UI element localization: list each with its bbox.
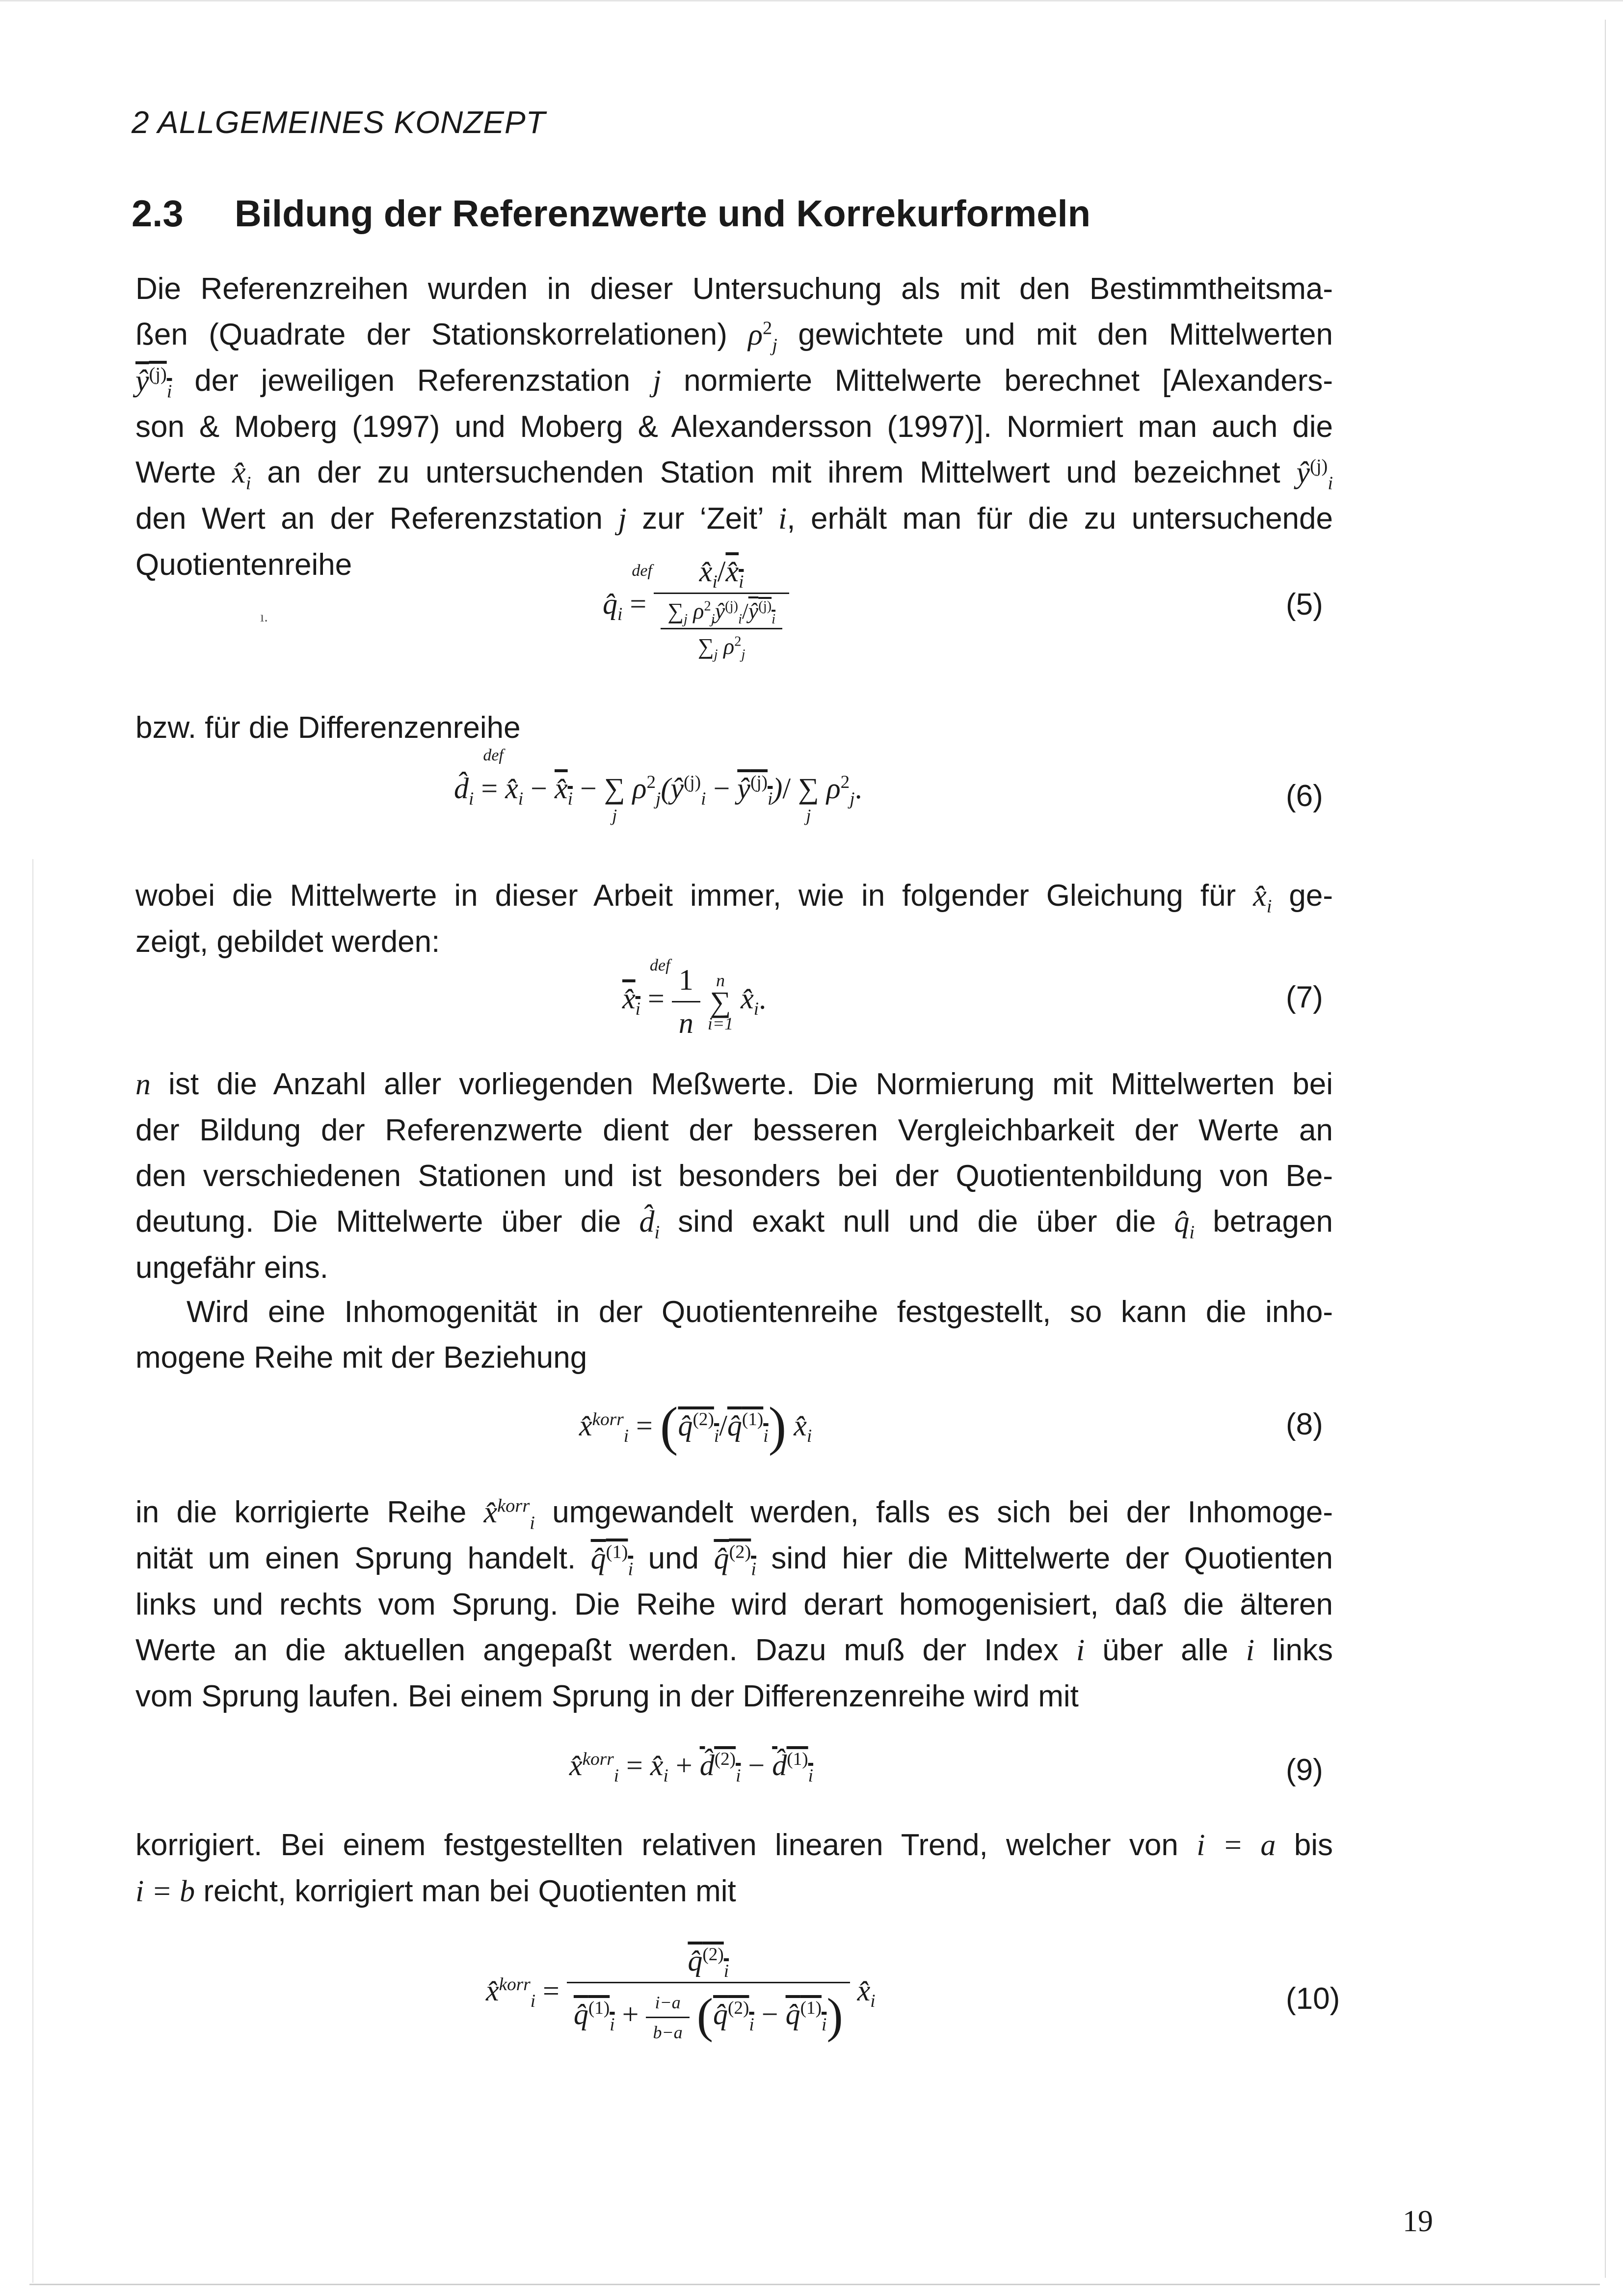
scan-edge-left [32, 859, 33, 2283]
page-number: 19 [1403, 2205, 1433, 2238]
section-number: 2.3 [132, 193, 184, 235]
math-x-hat: $x̂_i$ [232, 456, 251, 494]
equation-number: (6) [1286, 779, 1323, 813]
equation-number: (9) [1286, 1753, 1323, 1787]
equation-8: x̂$^{korr}_i$ = (q̂$^{(2)}_i$/q̂$^{(1)}_i$) $x̂_i$ [579, 1396, 812, 1456]
scan-edge-top [0, 0, 1623, 1]
text-line: wobei die Mittelwerte in dieser Arbeit immer, wie in folgender Gleichung für $x̂_i$ ge- [135, 879, 1333, 917]
equation-number: (7) [1286, 980, 1323, 1014]
math-y-bar-j: $ŷ^{(j)}_i$ [135, 364, 172, 402]
text-line: bzw. für die Differenzenreihe [135, 711, 521, 745]
text-line: nität um einen Sprung handelt. q̂$^{(1)}_i$ und q̂$^{(2)}_i$ sind hier die Mittelwerte der Quotienten [135, 1541, 1333, 1580]
equation-10: x̂$^{korr}_i$ = q̂$^{(2)}_i$ q̂$^{(1)}_i$ + $\frac{i-a}{b-a}$ (q̂$^{(2)}_i$ − q̂$^{(1)}_i$) $x̂_i$ [486, 1945, 876, 2043]
equation-5: $q̂_i$ def = $\frac{x̂_i/x̂_i}{\frac{\sum_j \rho^2_jŷ^{(j)}_i/ŷ^{(j)}_i}{\sum_j \rho^2_j}}$ [603, 555, 789, 659]
text-line: der Bildung der Referenzwerte dient der besseren Vergleichbarkeit der Werte an [135, 1113, 1333, 1147]
paragraph-5 [135, 1489, 1333, 1719]
equation-9: x̂$^{korr}_i$ = $x̂_i$ + d̂$^{(2)}_i$ − d̂$^{(1)}_i$ [569, 1749, 813, 1786]
text-line: Quotientenreihe [135, 548, 352, 582]
text-line: Werte $x̂_i$ an der zu untersuchenden Station mit ihrem Mittelwert und bezeichnet $ŷ^{(j)}_i$ [135, 456, 1333, 494]
fraction: q̂$^{(2)}_i$ q̂$^{(1)}_i$ + $\frac{i-a}{b-a}$ (q̂$^{(2)}_i$ − q̂$^{(1)}_i$) [567, 1944, 850, 2044]
equation-number: (5) [1286, 588, 1323, 621]
text-line: Wird eine Inhomogenität in der Quotientenreihe festgestellt, so kann die inho- [186, 1295, 1333, 1329]
text-line: ungefähr eins. [135, 1251, 328, 1285]
text-line: deutung. Die Mittelwerte über die $d̂_i$ sind exakt null und die über die $q̂_i$ betragen [135, 1205, 1333, 1243]
text-line: korrigiert. Bei einem festgestellten relativen linearen Trend, welcher von i = a bis [135, 1828, 1333, 1862]
section-heading [132, 192, 1091, 235]
equation-number: (8) [1286, 1407, 1323, 1441]
running-head: 2 ALLGEMEINES KONZEPT [132, 105, 546, 140]
equation-7: $x̂_i$ def = $\frac{1}{n}$ n ∑ i=1 $x̂_i$. [622, 956, 767, 1039]
equation-number: (10) [1286, 1982, 1340, 2016]
text-line: den Wert an der Referenzstation j zur ‘Zeit’ i, erhält man für die zu untersuchende [135, 502, 1333, 536]
text-line: n ist die Anzahl aller vorliegenden Meßwerte. Die Normierung mit Mittelwerten bei [135, 1067, 1333, 1101]
fraction: $\frac{1}{n}$ [672, 963, 700, 1040]
text-line: $ŷ^{(j)}_i$ der jeweiligen Referenzstation j normierte Mittelwerte berechnet [Alexanders- [135, 364, 1333, 402]
fraction: $\frac{x̂_i/x̂_i}{\frac{\sum_j \rho^2_jŷ^{(j)}_i/ŷ^{(j)}_i}{\sum_j \rho^2_j}}$ [654, 555, 789, 659]
text-line: mogene Reihe mit der Beziehung [135, 1341, 587, 1375]
scan-artifact: ı. [260, 609, 268, 625]
text-line: ßen (Quadrate der Stationskorrelationen) $\rho^2_j$ gewichtete und mit den Mittelwerten [135, 318, 1333, 356]
text-line: zeigt, gebildet werden: [135, 925, 440, 959]
text-line: Werte an die aktuellen angepaßt werden. Dazu muß der Index i über alle i links [135, 1633, 1333, 1667]
paragraph-bzw [135, 705, 1333, 751]
text-line: Die Referenzreihen wurden in dieser Untersuchung als mit den Bestimmtheitsma- [135, 272, 1333, 306]
paragraph-3 [135, 1061, 1333, 1291]
text-line: den verschiedenen Stationen und ist besonders bei der Quotientenbildung von Be- [135, 1159, 1333, 1193]
paragraph-6 [135, 1822, 1333, 1915]
nested-fraction: $\frac{\sum_j \rho^2_jŷ^{(j)}_i/ŷ^{(j)}_i}{\sum_j \rho^2_j}$ [661, 598, 782, 659]
equation-6: $d̂_i$ def = $x̂_i$ − $x̂_i$ − ∑ j $\rho^2_j(ŷ^{(j)}_i$ − $ŷ^{(j)}_i)/$ ∑ j $\rho^2_j$. [454, 746, 862, 825]
text-line: in die korrigierte Reihe x̂$^{korr}_i$ umgewandelt werden, falls es sich bei der Inhomoge- [135, 1495, 1333, 1534]
math-y-hat-j: $ŷ^{(j)}_i$ [1296, 456, 1333, 494]
section-title: Bildung der Referenzwerte und Korrekurformeln [235, 193, 1091, 235]
nested-fraction: $\frac{i-a}{b-a}$ [646, 1992, 689, 2043]
text-line: son & Moberg (1997) und Moberg & Alexandersson (1997)]. Normiert man auch die [135, 410, 1333, 444]
scan-edge-bottom [29, 2284, 1600, 2285]
paragraph-2 [135, 873, 1333, 965]
math-rho-j-squared: $\rho^2_j$ [748, 318, 777, 356]
scan-edge-right [1605, 20, 1606, 2278]
text-line: vom Sprung laufen. Bei einem Sprung in der Differenzenreihe wird mit [135, 1679, 1079, 1713]
paragraph-1 [135, 266, 1333, 588]
text-line: links und rechts vom Sprung. Die Reihe wird derart homogenisiert, daß die älteren [135, 1588, 1333, 1621]
paragraph-4 [135, 1289, 1333, 1380]
text-line: i = b reicht, korrigiert man bei Quotienten mit [135, 1874, 736, 1908]
